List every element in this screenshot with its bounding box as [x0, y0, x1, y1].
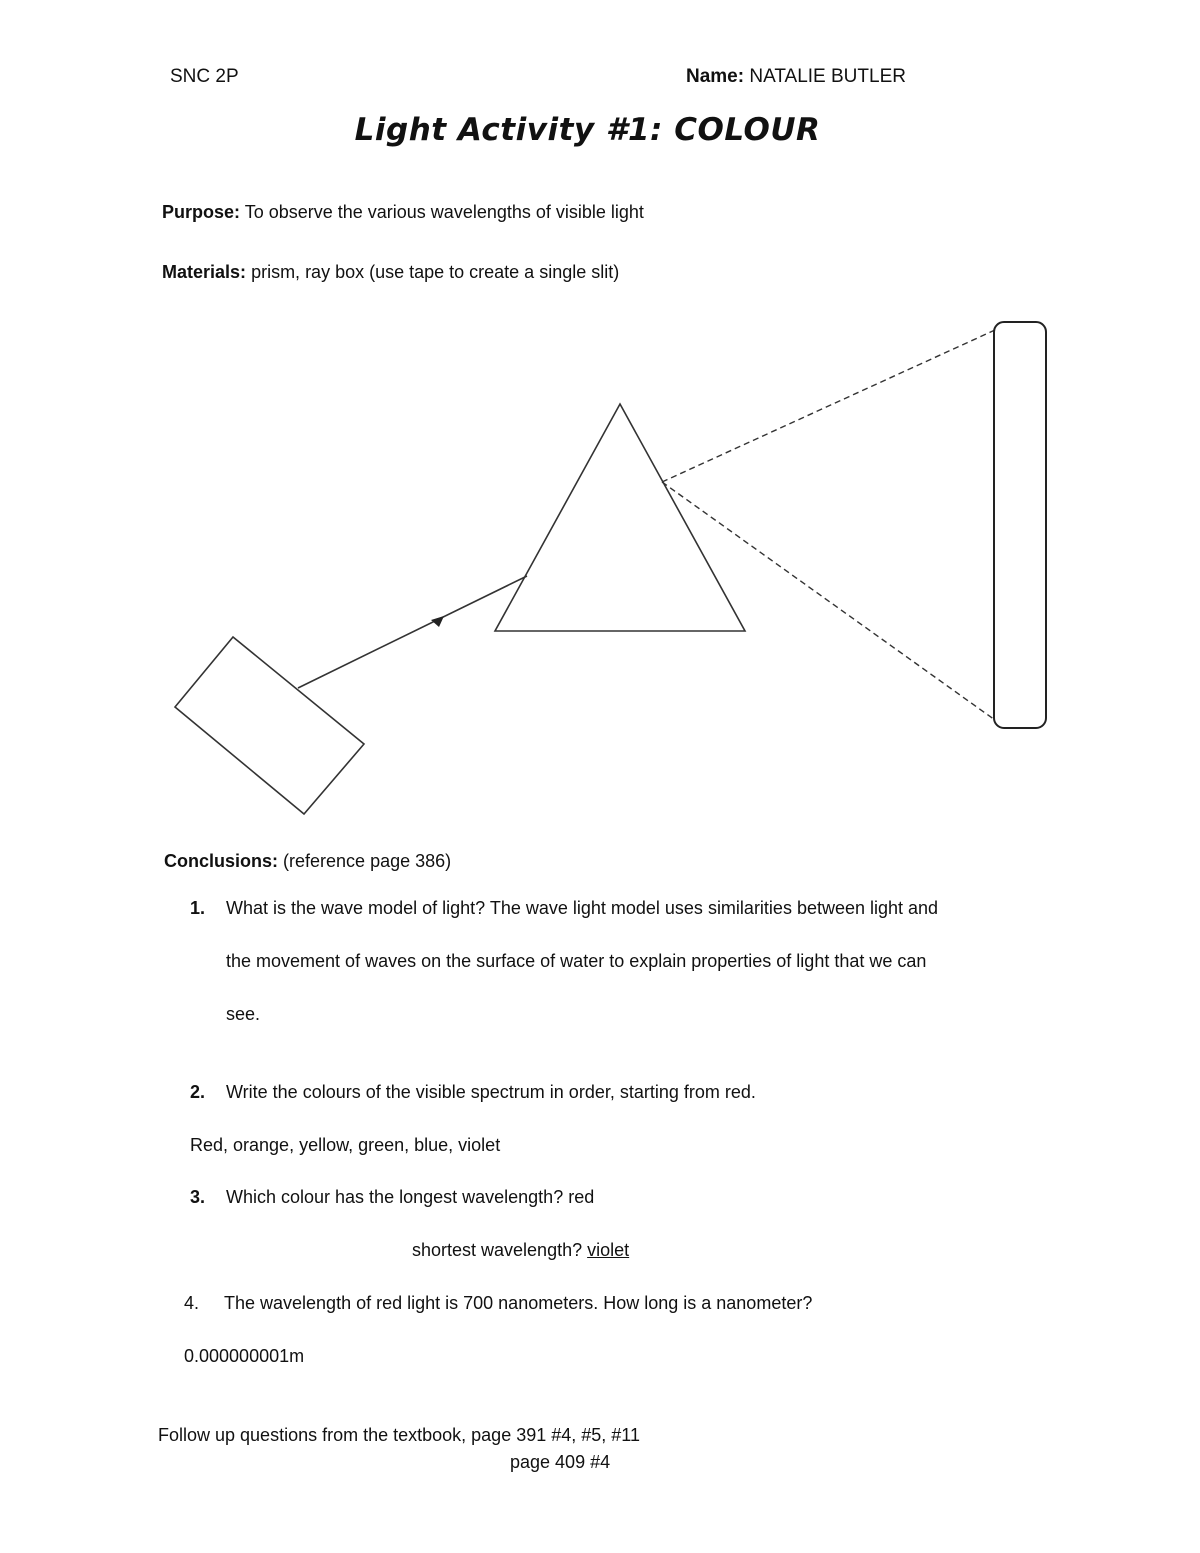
- answer-1-line-3: see.: [226, 1004, 261, 1024]
- dispersed-ray-top: [662, 330, 995, 482]
- question-number: 2.: [190, 1082, 206, 1102]
- incident-ray: [298, 576, 527, 688]
- question-text: shortest wavelength?: [412, 1240, 583, 1260]
- question-2: [190, 1082, 756, 1103]
- question-text: What is the wave model of light?: [226, 898, 486, 918]
- question-3: [190, 1187, 594, 1208]
- dispersed-ray-bottom: [662, 482, 995, 720]
- follow-up-line-2: page 409 #4: [510, 1452, 611, 1472]
- follow-up-line-1: Follow up questions from the textbook, page 391 #4, #5, #11: [158, 1425, 640, 1445]
- materials-label: Materials:: [162, 262, 247, 282]
- question-text: Write the colours of the visible spectrum in order, starting from red.: [226, 1082, 756, 1102]
- materials-line: [162, 262, 619, 283]
- question-3b: [412, 1240, 629, 1261]
- question-1: [190, 898, 938, 919]
- answer-1-line-2: the movement of waves on the surface of water to explain properties of light that we can: [226, 951, 927, 971]
- answer-text: violet: [587, 1240, 630, 1260]
- conclusions-heading: [164, 851, 451, 872]
- prism: [495, 404, 745, 631]
- question-number: 1.: [190, 898, 206, 918]
- answer-text: red: [568, 1187, 595, 1207]
- prism-diagram: [0, 300, 1200, 830]
- purpose-text: To observe the various wavelengths of visible light: [244, 202, 644, 222]
- conclusions-label: Conclusions:: [164, 851, 279, 871]
- name-value: NATALIE BUTLER: [749, 66, 906, 87]
- screen: [994, 322, 1046, 728]
- question-number: 4.: [184, 1293, 200, 1313]
- question-text: Which colour has the longest wavelength?: [226, 1187, 564, 1207]
- question-number: 3.: [190, 1187, 206, 1207]
- materials-text: prism, ray box (use tape to create a single slit): [251, 262, 620, 282]
- conclusions-reference: (reference page 386): [283, 851, 452, 871]
- course-code: SNC 2P: [170, 66, 239, 87]
- purpose-line: [162, 202, 644, 223]
- student-name: [686, 66, 906, 88]
- purpose-label: Purpose:: [162, 202, 241, 222]
- answer-4: 0.000000001m: [184, 1346, 305, 1366]
- answer-2: Red, orange, yellow, green, blue, violet: [190, 1135, 501, 1155]
- question-4: [184, 1293, 812, 1314]
- answer-text: The wave light model uses similarities between light and: [489, 898, 939, 918]
- page-title: Light Activity #1: COLOUR: [354, 112, 821, 148]
- name-label: Name:: [686, 66, 745, 87]
- ray-box: [175, 637, 364, 814]
- question-text: The wavelength of red light is 700 nanometers. How long is a nanometer?: [224, 1293, 813, 1313]
- ray-arrow-icon: [431, 616, 444, 627]
